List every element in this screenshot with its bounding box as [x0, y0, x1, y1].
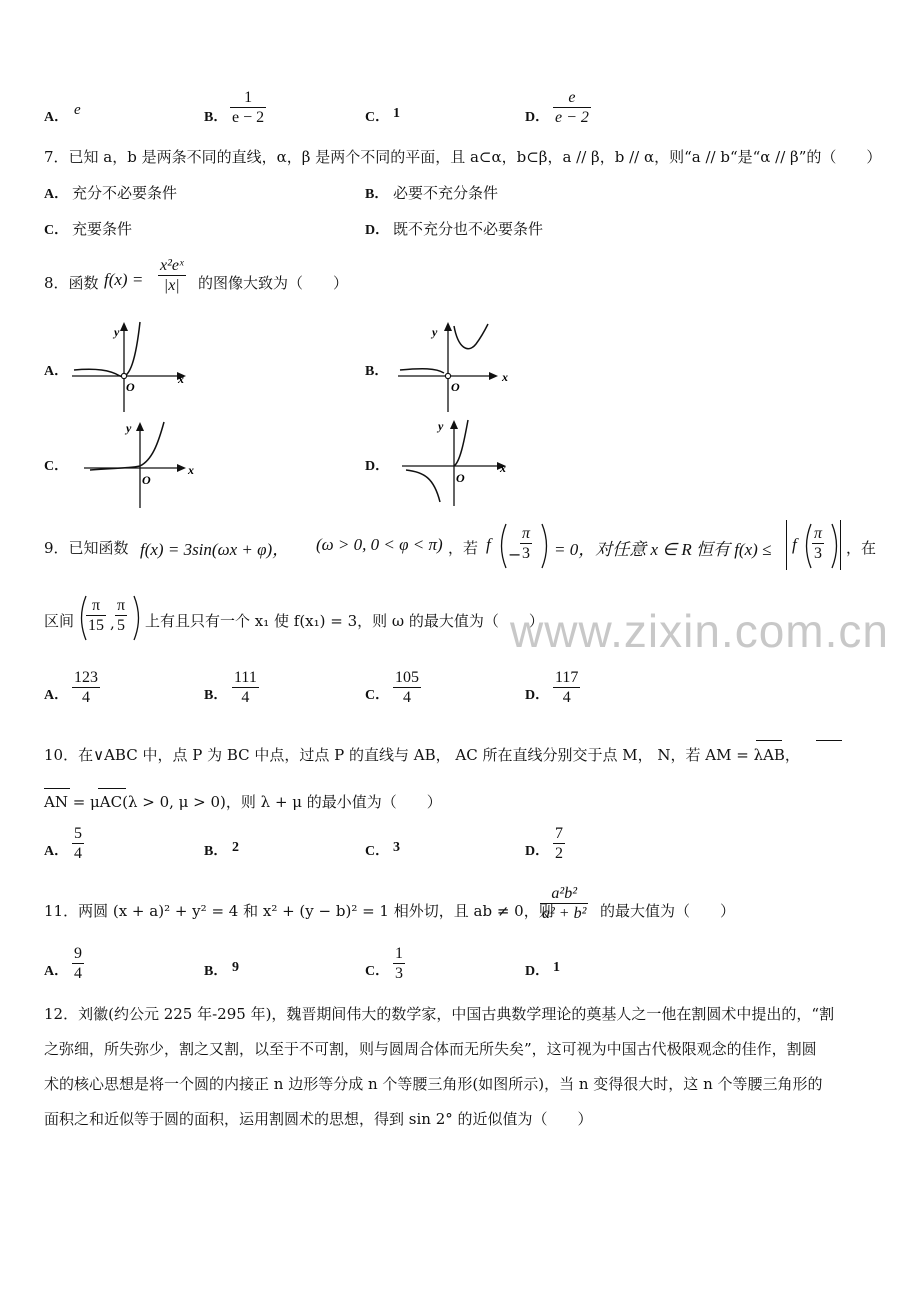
q9-option-b-fraction: $\frac{111}{4}$	[234, 669, 257, 707]
q6-option-d-fraction: $\frac{e}{e - 2}$	[555, 89, 589, 127]
q12-line2: 之弥细，所失弥少，割之又割，以至于不可割，则与圆周合体而无所失矣”，这可视为中国古代极限观念的佳作，割圆	[44, 1040, 817, 1058]
q8-graph-b	[392, 318, 522, 414]
q9-line1-if: ，若	[448, 539, 479, 557]
q9-line2-tail: 上有且只有一个 x₁ 使 f(x₁) = 3，则 ω 的最大值为（ ）	[145, 612, 544, 630]
q10-option-b-label: B．	[204, 844, 228, 859]
q10-option-c-value: 3	[393, 840, 400, 855]
q9-line1-tail: ，在	[846, 539, 877, 557]
q9-f-neg: f	[486, 535, 491, 554]
q11-stem-tail: 的最大值为（ ）	[600, 902, 736, 920]
q9-abs-f: f	[792, 535, 797, 554]
q11-fraction: $\frac{\text{a²b²}}{\text{a² + b²}}$	[542, 885, 587, 923]
q8-a-y-label: y	[114, 325, 120, 339]
q9-neg-fraction: $\frac{\pi}{3}$	[522, 525, 531, 563]
q9-function: f(x) = 3sin(ωx + φ)，	[140, 540, 290, 559]
q6-option-d-label: D．	[525, 110, 550, 125]
q12-line1: 12．刘徽(约公元 225 年-295 年)，魏晋期间伟大的数学家，中国古典数学理论的奠基人之一他在割圆术中提出的，“割	[44, 1005, 835, 1023]
q8-b-y-label: y	[432, 325, 438, 339]
q8-b-origin: O	[451, 380, 460, 394]
q7-option-b-label: B．	[365, 187, 389, 202]
q8-c-x-label: x	[188, 463, 194, 477]
q8-function: f(x) =	[104, 270, 144, 289]
q9-condition: (ω > 0, 0 < φ < π)	[316, 535, 443, 554]
q10-option-b-value: 2	[232, 840, 239, 855]
q9-paren-left-1	[496, 522, 508, 570]
q11-option-b-value: 9	[232, 960, 239, 975]
q10-vector-ab-arrow	[816, 740, 842, 741]
q10-option-c-label: C．	[365, 844, 390, 859]
q7-option-d-text: 既不充分也不必要条件	[393, 220, 544, 238]
q8-a-origin: O	[126, 380, 135, 394]
q8-graph-d	[396, 412, 520, 508]
q8-option-c-label: C．	[44, 459, 69, 474]
q8-option-a-label: A．	[44, 364, 69, 379]
q9-option-a-fraction: $\frac{123}{4}$	[74, 669, 98, 707]
q9-option-d-label: D．	[525, 688, 550, 703]
q11-option-a-fraction: $\frac{9}{4}$	[74, 945, 82, 983]
q6-option-b-fraction: $\frac{1}{e - 2}$	[232, 89, 265, 127]
q9-interval-left: $\frac{\pi}{15}$	[88, 597, 104, 635]
q9-abs-bar-right	[840, 520, 841, 570]
q8-fraction: $\frac{\text{x²eˣ}}{|x|}$	[160, 257, 184, 295]
q11-option-c-fraction: $\frac{1}{3}$	[395, 945, 403, 983]
q7-option-b-text: 必要不充分条件	[393, 184, 499, 202]
q10-option-a-label: A．	[44, 844, 69, 859]
q8-d-x-label: x	[500, 461, 506, 475]
q8-d-origin: O	[456, 471, 465, 485]
q11-option-c-label: C．	[365, 964, 390, 979]
q6-option-b-label: B．	[204, 110, 228, 125]
q9-option-c-label: C．	[365, 688, 390, 703]
q8-option-d-label: D．	[365, 459, 390, 474]
q7-option-c-text: 充要条件	[72, 220, 133, 238]
q10-vector-am-arrow	[756, 740, 782, 741]
q10-option-d-label: D．	[525, 844, 550, 859]
q8-a-x-label: x	[178, 372, 184, 386]
q9-option-d-fraction: $\frac{117}{4}$	[555, 669, 579, 707]
q11-option-a-label: A．	[44, 964, 69, 979]
q11-option-d-label: D．	[525, 964, 550, 979]
q8-prefix: 8．函数	[44, 274, 99, 292]
q9-eq0: = 0，对任意 x ∈ R 恒有 f(x) ≤	[554, 540, 772, 559]
q10-vector-an-arrow	[44, 788, 70, 789]
q8-c-y-label: y	[126, 421, 132, 435]
q9-minus: −	[508, 545, 522, 564]
q10-line2: AN = μAC(λ > 0, μ > 0)，则 λ + μ 的最小值为（ ）	[44, 793, 442, 811]
q11-option-d-value: 1	[553, 960, 560, 975]
watermark: www.zixin.com.cn	[510, 605, 889, 657]
q8-suffix: 的图像大致为（ ）	[198, 274, 349, 292]
q9-option-a-label: A．	[44, 688, 69, 703]
q9-interval-right: $\frac{\pi}{5}$	[117, 597, 126, 635]
q9-interval-paren-right	[132, 594, 144, 642]
q6-option-c-value: 1	[393, 106, 400, 121]
q10-line1: 10．在∨ABC 中，点 P 为 BC 中点，过点 P 的直线与 AB， AC 所在直线分别交于点 M， N，若 AM = λAB，	[44, 746, 800, 764]
q7-option-a-text: 充分不必要条件	[72, 184, 178, 202]
q11-stem: 11．两圆 (x + a)² + y² = 4 和 x² + (y − b)² = 1 相外切，且 ab ≠ 0，则	[44, 902, 554, 920]
q9-interval-comma: ,	[110, 614, 115, 632]
q7-stem: 7．已知 a，b 是两条不同的直线，α，β 是两个不同的平面，且 a⊂α，b⊂β，a // β，b // α，则“a // b“是“α // β”的（ ）	[44, 148, 882, 166]
q8-c-origin: O	[142, 473, 151, 487]
q6-option-a-value: e	[74, 102, 81, 118]
q7-option-d-label: D．	[365, 223, 390, 238]
q9-option-b-label: B．	[204, 688, 228, 703]
q9-line1-prefix: 9．已知函数	[44, 539, 129, 557]
q10-option-d-fraction: $\frac{7}{2}$	[555, 825, 563, 863]
q9-paren-right-1	[540, 522, 552, 570]
q7-option-c-label: C．	[44, 223, 69, 238]
q8-graph-c	[78, 414, 198, 510]
q9-line2-prefix: 区间	[44, 612, 75, 630]
q8-d-y-label: y	[438, 419, 444, 433]
q8-graph-a	[66, 318, 196, 414]
q11-option-b-label: B．	[204, 964, 228, 979]
q12-line3: 术的核心思想是将一个圆的内接正 n 边形等分成 n 个等腰三角形(如图所示)，当 n 变得很大时，这 n 个等腰三角形的	[44, 1075, 823, 1093]
q10-vector-ac-arrow	[98, 788, 126, 789]
q8-b-x-label: x	[502, 370, 508, 384]
q8-option-b-label: B．	[365, 364, 389, 379]
q6-option-a-label: A．	[44, 110, 69, 125]
q7-option-a-label: A．	[44, 187, 69, 202]
q10-option-a-fraction: $\frac{5}{4}$	[74, 825, 82, 863]
q9-abs-bar-left	[786, 520, 787, 570]
q9-abs-fraction: $\frac{\pi}{3}$	[814, 525, 823, 563]
q9-option-c-fraction: $\frac{105}{4}$	[395, 669, 419, 707]
q6-option-c-label: C．	[365, 110, 390, 125]
q12-line4: 面积之和近似等于圆的面积，运用割圆术的思想，得到 sin 2° 的近似值为（ ）	[44, 1110, 593, 1128]
